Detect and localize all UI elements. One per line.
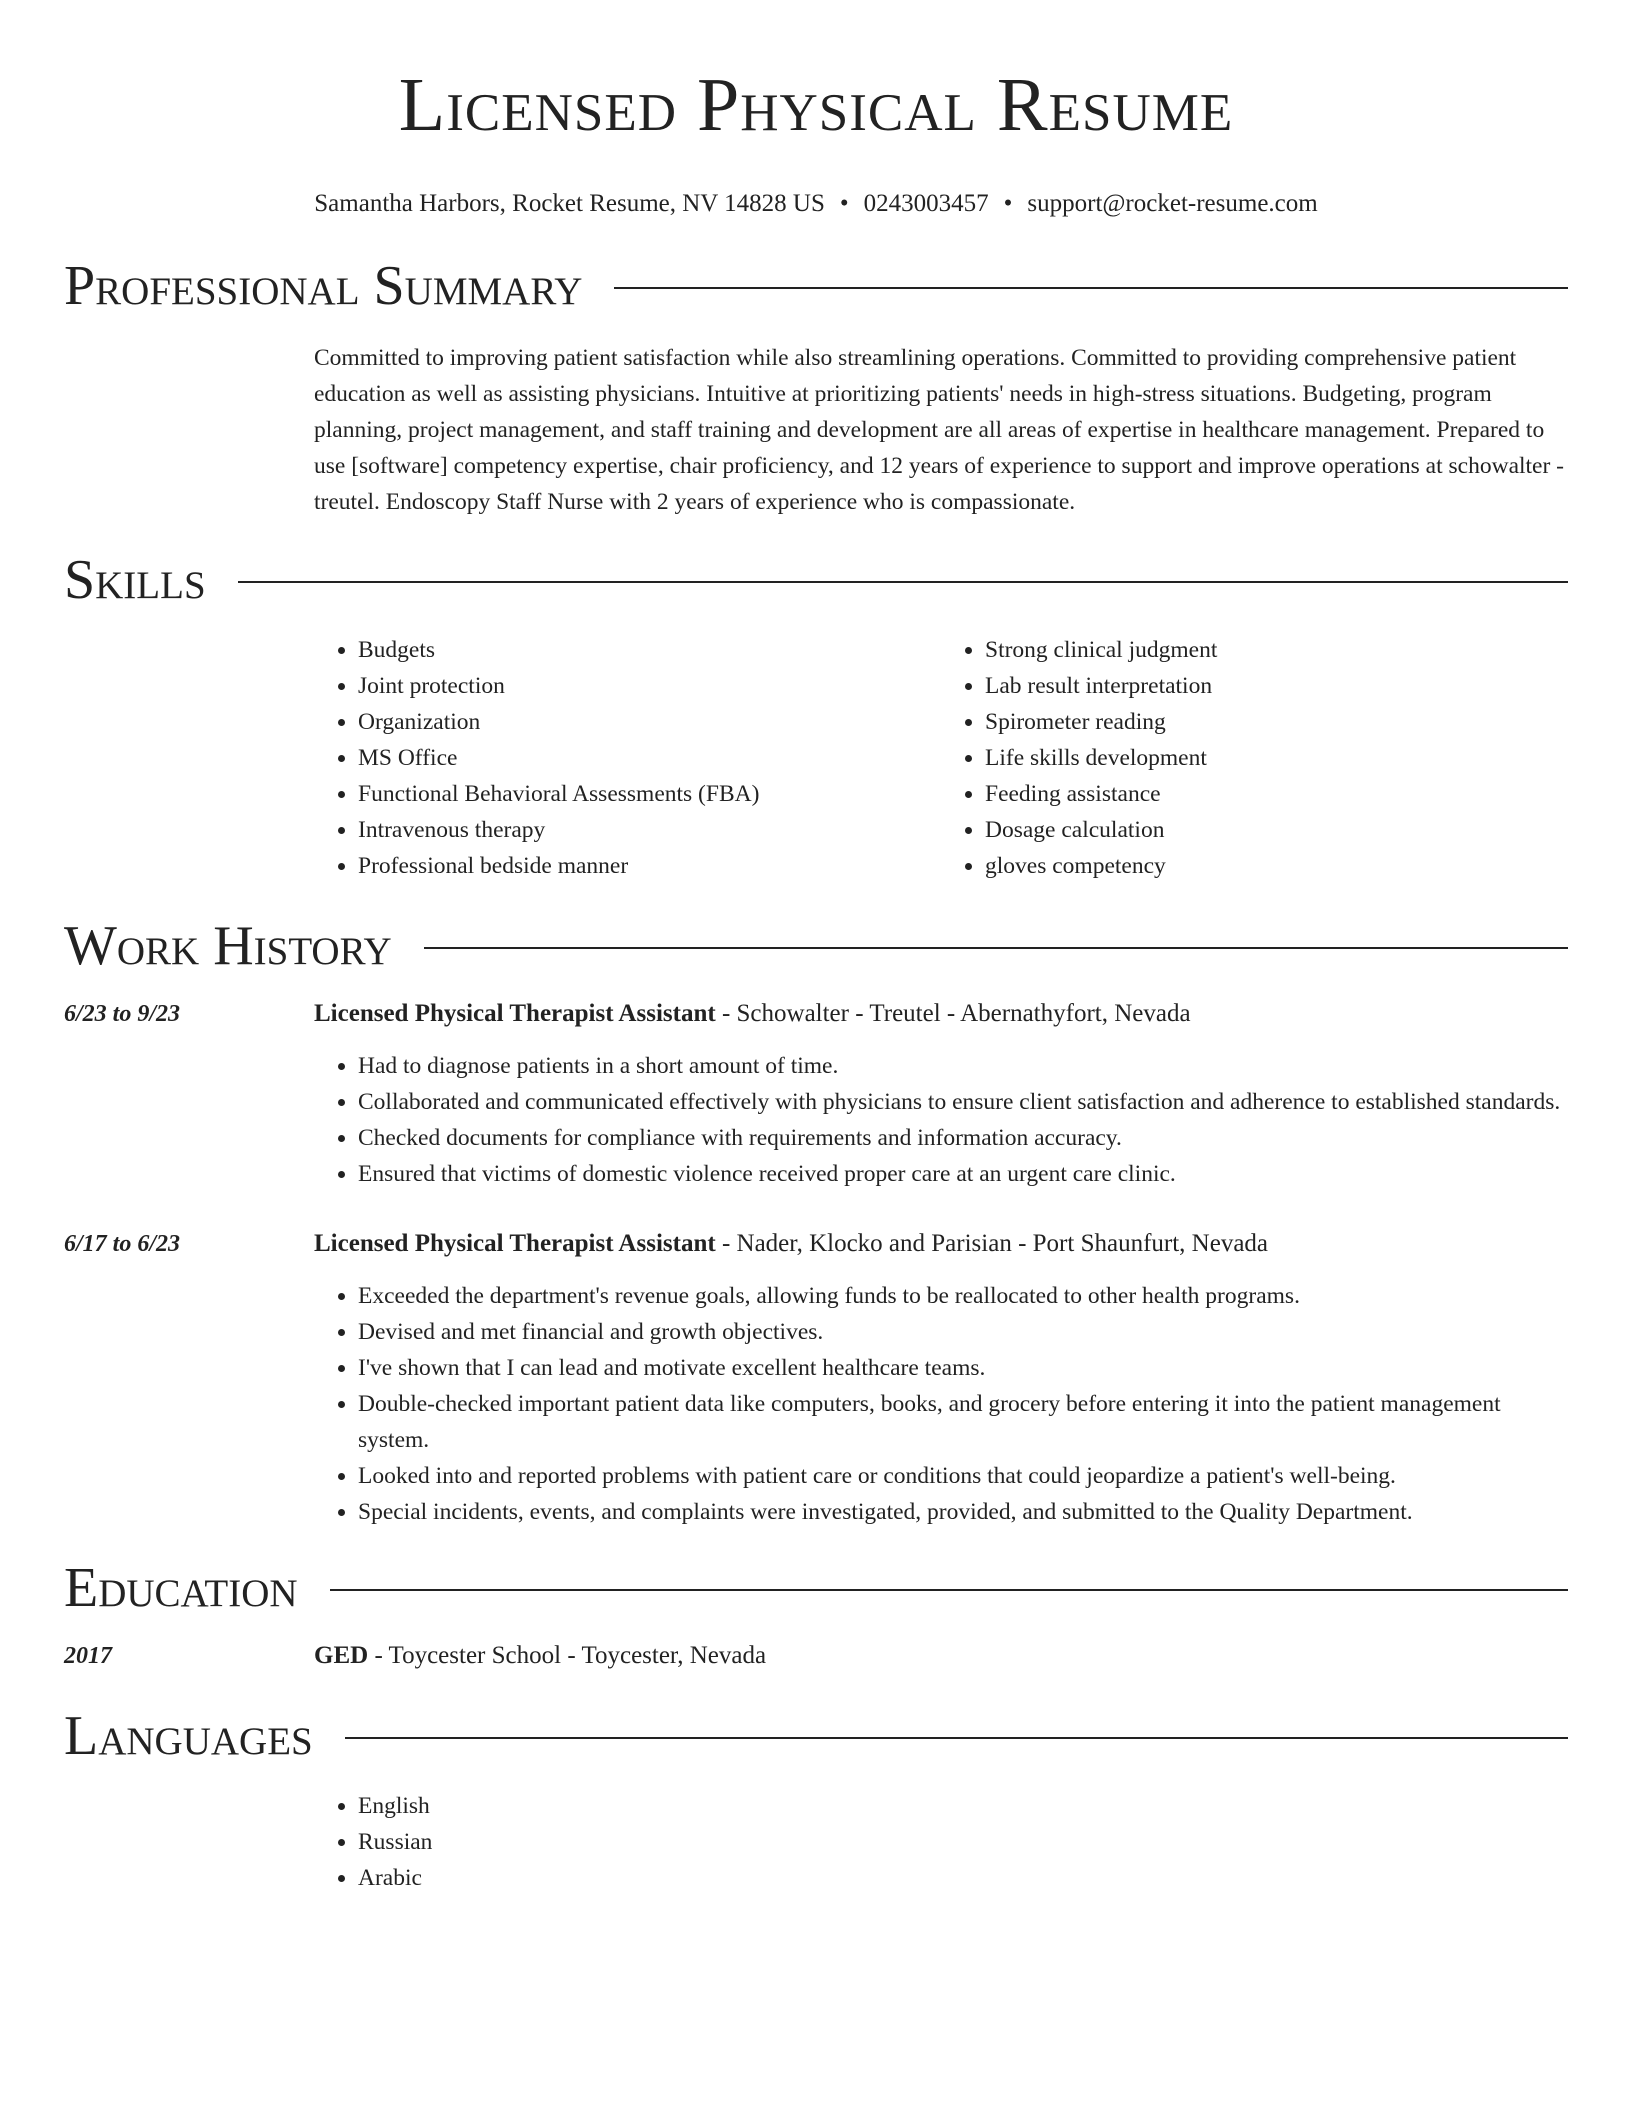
job-bullet: • Looked into and reported problems with patient care or conditions that could jeopardize a patient's well-being.	[358, 1458, 1568, 1494]
job-details: - Nader, Klocko and Parisian - Port Shaunfurt, Nevada	[715, 1230, 1269, 1257]
job-info	[314, 1226, 1568, 1262]
job-title: Licensed Physical Therapist Assistant	[314, 1000, 716, 1027]
education-heading: Education	[64, 1557, 298, 1619]
education-info	[314, 1638, 1568, 1674]
skill-item: • Organization	[358, 704, 941, 740]
skill-item: • Spirometer reading	[985, 704, 1568, 740]
job-details: - Schowalter - Treutel - Abernathyfort, Nevada	[715, 1000, 1191, 1027]
job-bullet: • Special incidents, events, and complaints were investigated, provided, and submitted to the Quality Department.	[358, 1494, 1568, 1530]
education-entry	[64, 1638, 1568, 1674]
skill-item: • gloves competency	[985, 848, 1568, 884]
job-bullets	[314, 1048, 1568, 1192]
skills-list-left	[314, 632, 941, 884]
skill-item: • Dosage calculation	[985, 812, 1568, 848]
job-bullet: • I've shown that I can lead and motivate excellent healthcare teams.	[358, 1350, 1568, 1386]
skills-heading: Skills	[64, 549, 206, 611]
resume-title: Licensed Physical Resume	[398, 63, 1234, 147]
languages-section-header	[64, 1704, 1568, 1768]
contact-separator: •	[1003, 190, 1013, 217]
section-divider	[345, 1737, 1568, 1739]
job-bullet: • Ensured that victims of domestic violence received proper care at an urgent care clinic.	[358, 1156, 1568, 1192]
summary-text: Committed to improving patient satisfaction while also streamlining operations. Committed to providing comprehensive patient education as well as assisting physicians. Intuitive at prioritizing patients' needs in high-stress situations. Budgeting, program planning, project management, and staff training and development are all areas of expertise in healthcare management. Prepared to use [software] competency expertise, chair proficiency, and 12 years of experience to support and improve operations at schowalter - treutel. Endoscopy Staff Nurse with 2 years of experience who is compassionate.	[314, 345, 1565, 515]
section-divider	[238, 581, 1568, 583]
skills-section-header	[64, 548, 1568, 612]
job-bullet: • Collaborated and communicated effectively with physicians to ensure client satisfaction and adherence to established standards.	[358, 1084, 1568, 1120]
section-divider	[330, 1589, 1568, 1591]
section-divider	[424, 947, 1568, 949]
skills-columns	[314, 632, 1568, 884]
education-section-header	[64, 1556, 1568, 1620]
job-bullet: • Had to diagnose patients in a short amount of time.	[358, 1048, 1568, 1084]
job-entry	[64, 996, 1568, 1032]
job-bullet: • Devised and met financial and growth objectives.	[358, 1314, 1568, 1350]
skill-item: • MS Office	[358, 740, 941, 776]
job-bullet: • Exceeded the department's revenue goals, allowing funds to be reallocated to other health programs.	[358, 1278, 1568, 1314]
skill-item: • Intravenous therapy	[358, 812, 941, 848]
language-item: • Arabic	[358, 1860, 1568, 1896]
work-heading: Work History	[64, 915, 392, 977]
language-item: • English	[358, 1788, 1568, 1824]
contact-phone: 0243003457	[863, 190, 989, 217]
work-section-header	[64, 914, 1568, 978]
skill-item: • Strong clinical judgment	[985, 632, 1568, 668]
contact-address: Samantha Harbors, Rocket Resume, NV 14828 US	[314, 190, 825, 217]
education-degree: GED	[314, 1642, 369, 1669]
contact-email: support@rocket-resume.com	[1027, 190, 1318, 217]
contact-separator: •	[839, 190, 849, 217]
skill-item: • Joint protection	[358, 668, 941, 704]
education-details: - Toycester School - Toycester, Nevada	[368, 1642, 767, 1669]
job-bullets	[314, 1278, 1568, 1530]
job-dates: 6/17 to 6/23	[64, 1231, 181, 1257]
job-title: Licensed Physical Therapist Assistant	[314, 1230, 716, 1257]
job-bullet: • Checked documents for compliance with requirements and information accuracy.	[358, 1120, 1568, 1156]
skill-item: • Feeding assistance	[985, 776, 1568, 812]
languages-list	[314, 1788, 1568, 1896]
skill-item: • Budgets	[358, 632, 941, 668]
skill-item: • Lab result interpretation	[985, 668, 1568, 704]
summary-heading: Professional Summary	[64, 255, 583, 317]
job-info	[314, 996, 1568, 1032]
languages-heading: Languages	[64, 1705, 313, 1767]
section-divider	[614, 287, 1568, 289]
education-year: 2017	[64, 1643, 112, 1669]
job-dates: 6/23 to 9/23	[64, 1001, 181, 1027]
job-entry	[64, 1226, 1568, 1262]
summary-section-header	[64, 254, 1568, 318]
skill-item: • Functional Behavioral Assessments (FBA)	[358, 776, 941, 812]
skill-item: • Life skills development	[985, 740, 1568, 776]
contact-line	[64, 188, 1568, 220]
language-item: • Russian	[358, 1824, 1568, 1860]
skills-list-right	[941, 632, 1568, 884]
skill-item: • Professional bedside manner	[358, 848, 941, 884]
job-bullet: • Double-checked important patient data like computers, books, and grocery before entering it into the patient management system.	[358, 1386, 1568, 1458]
